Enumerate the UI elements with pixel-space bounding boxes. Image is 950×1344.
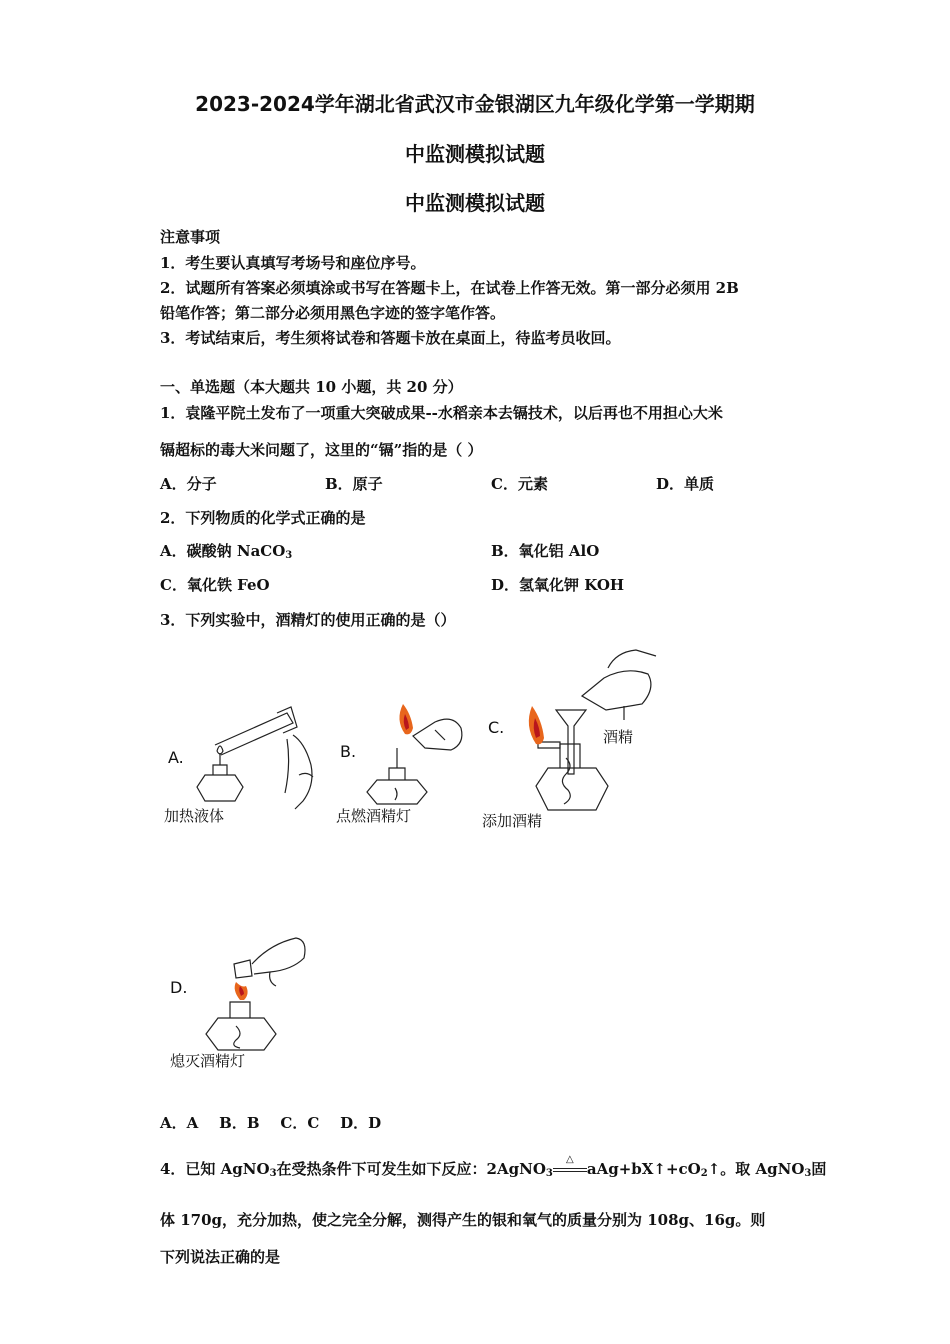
q2-stem: 2．下列物质的化学式正确的是 <box>160 509 366 527</box>
notes-item-2b: 铅笔作答；第二部分必须用黑色字迹的签字笔作答。 <box>160 304 506 322</box>
q2-option-a: A．碳酸钠 NaCO$_3$ <box>160 542 293 561</box>
fig-a-caption: 加热液体 <box>164 807 225 825</box>
q1-option-c: C．元素 <box>491 475 548 493</box>
fig-c-letter: C. <box>488 718 505 737</box>
q2-option-b: B．氧化铝 AlO <box>491 542 600 560</box>
fig-d-letter: D. <box>170 978 188 997</box>
notes-item-3: 3．考试结束后，考生须将试卷和答题卡放在桌面上，待监考员收回。 <box>160 329 621 347</box>
q1-option-b: B．原子 <box>325 475 383 493</box>
fig-d-extinguishing-lamp-illustration <box>200 930 320 1055</box>
q1-stem-line2: 镉超标的毒大米问题了，这里的“镉”指的是（ ） <box>160 441 483 459</box>
fig-b-caption: 点燃酒精灯 <box>336 807 412 825</box>
q3-options: A．A B．B C．C D．D <box>160 1114 382 1132</box>
fig-a-letter: A. <box>168 748 184 767</box>
q1-stem-line1: 1．袁隆平院土发布了一项重大突破成果--水稻亲本去镉技术，以后再也不用担心大米 <box>160 404 723 422</box>
fig-d-caption: 熄灭酒精灯 <box>170 1052 246 1070</box>
q2-option-d: D．氢氧化钾 KOH <box>491 576 625 594</box>
fig-c-adding-alcohol-illustration <box>508 648 658 818</box>
notes-item-2a: 2．试题所有答案必须填涂或书写在答题卡上，在试卷上作答无效。第一部分必须用 2B <box>160 279 739 297</box>
fig-c-label: 酒精 <box>603 728 634 746</box>
section-heading: 一、单选题（本大题共 10 小题，共 20 分） <box>160 378 463 396</box>
q4-stem-line3: 下列说法正确的是 <box>160 1248 281 1266</box>
reaction-condition: △ <box>566 1154 574 1165</box>
fig-a-heating-liquid-illustration <box>195 705 325 815</box>
fig-c-caption: 添加酒精 <box>482 812 543 830</box>
q1-option-d: D．单质 <box>656 475 715 493</box>
notes-heading: 注意事项 <box>160 228 221 246</box>
q4-stem-line1: 4．已知 AgNO$_3$在受热条件下可发生如下反应：2AgNO$_3$ △ $aAg+bX↑+cO_2↑$。取 AgNO$_3$固 <box>160 1154 827 1179</box>
notes-item-1: 1．考生要认真填写考场号和座位序号。 <box>160 254 426 272</box>
fig-b-lighting-lamp-illustration <box>365 700 475 810</box>
page-title-line1: 2023-2024学年湖北省武汉市金银湖区九年级化学第一学期期 <box>195 92 755 116</box>
fig-b-letter: B. <box>340 742 357 761</box>
q3-stem: 3．下列实验中，酒精灯的使用正确的是（） <box>160 611 456 629</box>
page-title-line2: 中监测模拟试题 <box>405 142 545 166</box>
q4-stem-line2: 体 170g，充分加热，使之完全分解，测得产生的银和氧气的质量分别为 108g、16g。则 <box>160 1211 766 1229</box>
q1-option-a: A．分子 <box>160 475 217 493</box>
page-title-line3: 中监测模拟试题 <box>405 191 545 215</box>
q2-option-c: C．氧化铁 FeO <box>160 576 270 594</box>
